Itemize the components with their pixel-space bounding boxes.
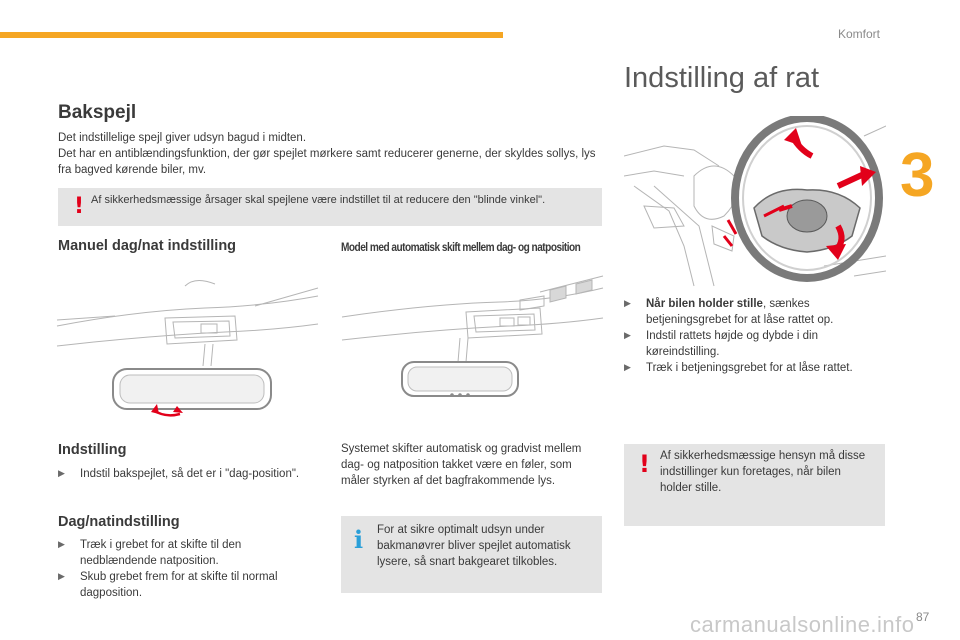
info-text: For at sikre optimalt udsyn under bakmanøvrer bliver spejlet automatisk lysere, så snart bakgearet tilkobles.	[377, 524, 571, 568]
dagnat-bullets	[58, 537, 308, 601]
automatic-mirror-illustration	[340, 262, 605, 412]
list-item: ▶ Indstil bakspejlet, så det er i "dag-position".	[58, 468, 300, 480]
triangle-bullet-icon: ▶	[58, 572, 65, 582]
automatic-description: Systemet skifter automatisk og gradvist mellem dag- og natposition takket være en føler, som måler styrken af det bagfrakommende lys.	[341, 443, 582, 487]
list-item: ▶ Indstil rattets højde og dybde i din køreindstilling.	[624, 330, 818, 358]
rat-bullets	[624, 296, 886, 376]
exclamation-icon: !	[74, 194, 85, 219]
warning-text-rat: Af sikkerhedsmæssige hensyn må disse indstillinger kun foretages, når bilen holder stille.	[660, 450, 866, 494]
intro-text	[58, 130, 598, 178]
warning-box-rat	[624, 444, 885, 526]
heading-dagnat: Dag/natindstilling	[58, 514, 180, 530]
heading-indstilling: Indstilling	[58, 442, 127, 458]
triangle-bullet-icon: ▶	[624, 299, 631, 309]
intro-line-2: Det har en antiblændingsfunktion, der gør spejlet mørkere samt reducerer generne, der skyldes sollys, lys fra bagved kørende biler, mv.	[58, 148, 596, 176]
info-icon: i	[354, 525, 364, 554]
triangle-bullet-icon: ▶	[58, 540, 65, 550]
triangle-bullet-icon: ▶	[624, 331, 631, 341]
intro-line-1: Det indstillelige spejl giver udsyn bagud i midten.	[58, 132, 307, 144]
list-item: ▶ Skub grebet frem for at skifte til normal dagposition.	[58, 571, 278, 599]
page-number: 87	[916, 610, 930, 624]
accent-bar	[0, 32, 503, 38]
triangle-bullet-icon: ▶	[58, 469, 65, 479]
info-box-automatic	[341, 516, 602, 593]
warning-text-mirror: Af sikkerhedsmæssige årsager skal spejlene være indstillet til at reducere den "blinde vinkel".	[91, 194, 546, 206]
list-item: ▶ Træk i grebet for at skifte til den nedblændende natposition.	[58, 539, 242, 567]
triangle-bullet-icon: ▶	[624, 363, 631, 373]
list-item: ▶ Når bilen holder stille, sænkes betjeningsgrebet for at låse rattet op.	[624, 298, 834, 326]
watermark: carmanualsonline.info	[690, 612, 915, 637]
section-label: Komfort	[838, 27, 881, 41]
manual-mirror-illustration	[55, 266, 320, 431]
list-item: ▶ Træk i betjeningsgrebet for at låse rattet.	[624, 362, 853, 374]
exclamation-icon: !	[639, 450, 650, 478]
warning-box-mirror	[58, 188, 602, 226]
chapter-number: 3	[900, 141, 935, 210]
heading-bakspejl: Bakspejl	[58, 102, 137, 123]
heading-automatic: Model med automatisk skift mellem dag- og natposition	[341, 240, 581, 254]
indstilling-bullets	[58, 466, 328, 482]
heading-manual: Manuel dag/nat indstilling	[58, 238, 237, 254]
heading-rat: Indstilling af rat	[624, 62, 820, 94]
steering-wheel-illustration	[624, 116, 886, 288]
